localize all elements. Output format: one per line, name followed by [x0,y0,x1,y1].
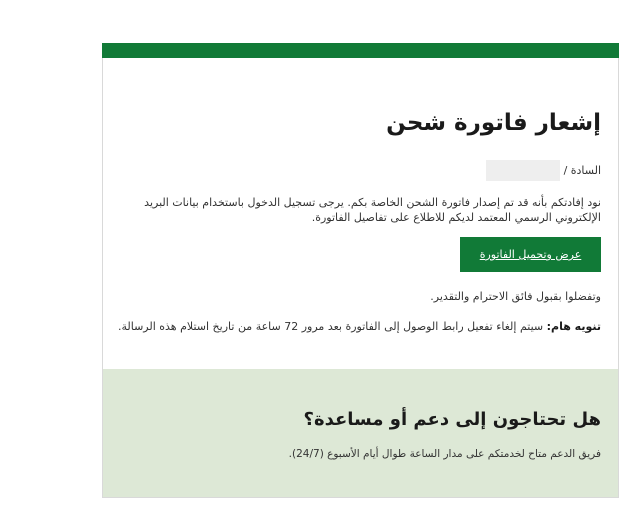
salutation-row [486,160,601,181]
support-section [103,369,618,497]
notice-text: سيتم إلغاء تفعيل رابط الوصول إلى الفاتورة بعد مرور 72 ساعة من تاريخ استلام هذه الرسالة. [117,320,544,333]
email-card [102,43,619,498]
notice-label: تنويه هام: [546,320,601,333]
support-title: هل تحتاجون إلى دعم أو مساعدة؟ [303,409,601,430]
closing-text: وتفضلوا بقبول فائق الاحترام والتقدير. [430,290,601,303]
notice [118,320,601,333]
view-download-invoice-button[interactable]: عرض وتحميل الفاتورة [460,237,601,272]
email-body-text: نود إفادتكم بأنه قد تم إصدار فاتورة الشحن الخاصة بكم. يرجى تسجيل الدخول باستخدام بيانات البريد الإلكتروني الرسمي المعتمد لديكم للاطلاع على تفاصيل الفاتورة. [144,196,601,224]
brand-top-bar [102,43,619,58]
email-title: إشعار فاتورة شحن [386,110,601,136]
salutation-label: السادة / [563,164,601,177]
recipient-name-placeholder [486,160,560,181]
email-main-section [103,58,618,369]
support-text: فريق الدعم متاح لخدمتكم على مدار الساعة طوال أيام الأسبوع (24/7). [288,448,601,460]
